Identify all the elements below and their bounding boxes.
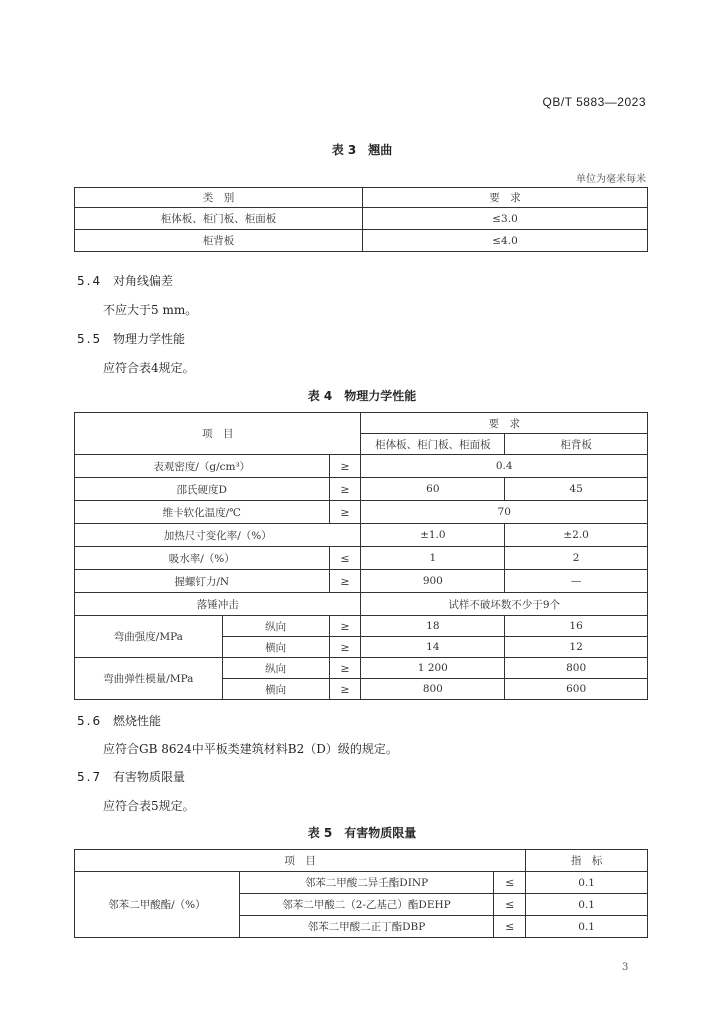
table3-requirement: ≤3.0 (363, 208, 648, 230)
table4-value-col1: 60 (361, 478, 505, 501)
section-title: 对角线偏差 (113, 274, 174, 288)
table4-value-col1: 900 (361, 570, 505, 593)
table4-op: ≥ (329, 455, 361, 478)
section-number: 5.6 (77, 714, 103, 728)
section-5-7-text: 应符合表5规定。 (103, 799, 195, 813)
table4-op: ≥ (329, 501, 361, 524)
table-row (75, 478, 648, 501)
section-5-4-heading (77, 272, 173, 289)
table4-value-col1: 800 (361, 679, 505, 700)
table3-category: 柜体板、柜门板、柜面板 (75, 208, 363, 230)
table4-op: ≥ (329, 478, 361, 501)
table4-value-col1: 1 (361, 547, 505, 570)
table4-bending-modulus-label: 弯曲弹性模量/MPa (75, 658, 223, 700)
table4-header-req: 要 求 (361, 413, 648, 434)
section-number: 5.4 (77, 274, 103, 288)
table5-value: 0.1 (526, 872, 648, 894)
table-row (75, 230, 648, 252)
table4-bending-strength-label: 弯曲强度/MPa (75, 616, 223, 658)
section-5-6-heading (77, 712, 161, 729)
table3 (74, 187, 648, 252)
table4-item: 邵氏硬度D (75, 478, 330, 501)
table4-op: ≥ (329, 570, 361, 593)
table5-header-item: 项 目 (75, 850, 526, 872)
table-row (75, 616, 648, 637)
table5-caption: 表 5 有害物质限量 (307, 826, 417, 840)
section-title: 物理力学性能 (113, 332, 186, 346)
table5 (74, 849, 648, 938)
section-5-4-text: 不应大于5 mm。 (103, 303, 198, 317)
section-title: 有害物质限量 (113, 770, 186, 784)
table5-substance: 邻苯二甲酸二正丁酯DBP (239, 916, 494, 938)
table-row (75, 501, 648, 524)
section-5-5-text: 应符合表4规定。 (103, 361, 195, 375)
table4-value: 试样不破坏数不少于9个 (361, 593, 648, 616)
page-number: 3 (622, 962, 629, 973)
table4-direction: 纵向 (222, 658, 329, 679)
table4-item: 维卡软化温度/℃ (75, 501, 330, 524)
table-row (75, 872, 648, 894)
table5-value: 0.1 (526, 916, 648, 938)
table4-value-col2: 800 (505, 658, 648, 679)
table4-value: 0.4 (361, 455, 648, 478)
table3-header-requirement: 要 求 (363, 188, 648, 208)
table4-direction: 横向 (222, 679, 329, 700)
section-title: 燃烧性能 (113, 714, 162, 728)
table5-op: ≤ (494, 872, 526, 894)
table-row (75, 208, 648, 230)
table4-value-col2: 16 (505, 616, 648, 637)
table4-item: 握螺钉力/N (75, 570, 330, 593)
table4-value-col1: 18 (361, 616, 505, 637)
table-row (75, 593, 648, 616)
table4-value-col2: 45 (505, 478, 648, 501)
section-5-5-heading (77, 330, 185, 347)
table4-op: ≥ (329, 637, 361, 658)
table4-value-col2: ±2.0 (505, 524, 648, 547)
table4-op: ≤ (329, 547, 361, 570)
table4-op: ≥ (329, 616, 361, 637)
table5-header-index: 指 标 (526, 850, 648, 872)
table4-header-item: 项 目 (75, 413, 361, 455)
table4-item: 吸水率/（%） (75, 547, 330, 570)
table4-op: ≥ (329, 679, 361, 700)
table5-value: 0.1 (526, 894, 648, 916)
table3-category: 柜背板 (75, 230, 363, 252)
table5-header-row (75, 850, 648, 872)
table3-unit: 单位为毫米每米 (576, 174, 646, 185)
section-number: 5.5 (77, 332, 103, 346)
table4-value-col2: 2 (505, 547, 648, 570)
table-row (75, 455, 648, 478)
table4-item: 加热尺寸变化率/（%） (75, 524, 361, 547)
section-number: 5.7 (77, 770, 103, 784)
section-5-7-heading (77, 768, 185, 785)
table4-header-row (75, 413, 648, 434)
table4-value-col2: — (505, 570, 648, 593)
table4-value-col2: 600 (505, 679, 648, 700)
table-row (75, 524, 648, 547)
table5-group-label: 邻苯二甲酸酯/（%） (75, 872, 240, 938)
table3-header-row (75, 188, 648, 208)
section-5-6-text: 应符合GB 8624中平板类建筑材料B2（D）级的规定。 (103, 742, 398, 756)
table3-caption: 表 3 翘曲 (331, 143, 393, 157)
table4-item: 表观密度/（g/cm³） (75, 455, 330, 478)
table4-op: ≥ (329, 658, 361, 679)
table-row (75, 570, 648, 593)
table-row (75, 547, 648, 570)
table4-value: 70 (361, 501, 648, 524)
table5-substance: 邻苯二甲酸二（2-乙基己）酯DEHP (239, 894, 494, 916)
table5-substance: 邻苯二甲酸二异壬酯DINP (239, 872, 494, 894)
table4-value-col2: 12 (505, 637, 648, 658)
table4-value-col1: 1 200 (361, 658, 505, 679)
table4-value-col1: 14 (361, 637, 505, 658)
table4-header-col1: 柜体板、柜门板、柜面板 (361, 434, 505, 455)
table4-value-col1: ±1.0 (361, 524, 505, 547)
standard-code: QB/T 5883—2023 (542, 95, 646, 109)
table-row (75, 658, 648, 679)
table4-direction: 纵向 (222, 616, 329, 637)
table4-item: 落锤冲击 (75, 593, 361, 616)
table5-op: ≤ (494, 916, 526, 938)
table4 (74, 412, 648, 700)
table4-header-col2: 柜背板 (505, 434, 648, 455)
table5-op: ≤ (494, 894, 526, 916)
table3-requirement: ≤4.0 (363, 230, 648, 252)
table4-direction: 横向 (222, 637, 329, 658)
table4-caption: 表 4 物理力学性能 (307, 389, 417, 403)
table3-header-category: 类 别 (75, 188, 363, 208)
